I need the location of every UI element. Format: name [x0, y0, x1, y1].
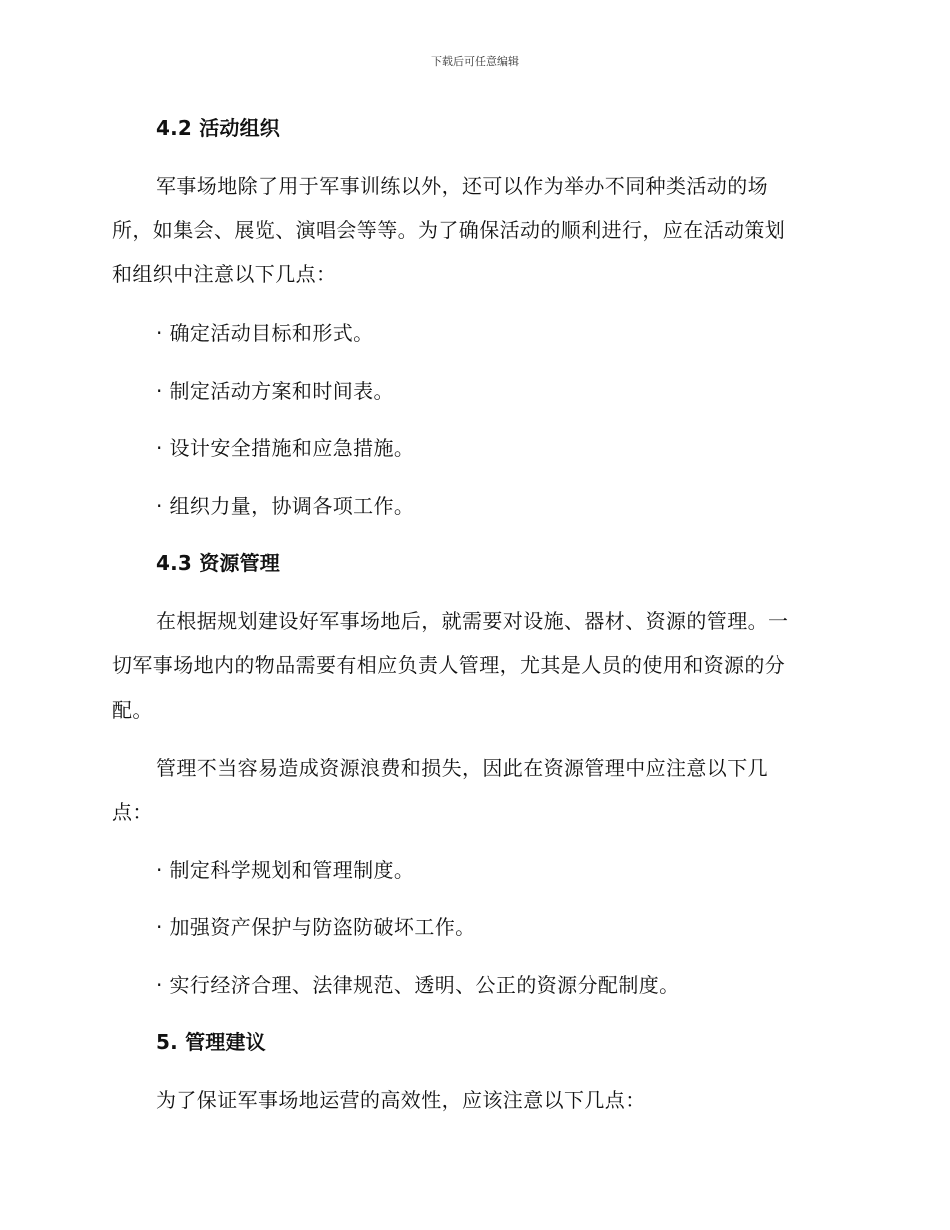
paragraph-line: 管理不当容易造成资源浪费和损失，因此在资源管理中应注意以下几: [156, 756, 768, 780]
bullet-item: · 组织力量，协调各项工作。: [156, 494, 415, 518]
bullet-item: · 确定活动目标和形式。: [156, 321, 374, 345]
paragraph-line: 在根据规划建设好军事场地后，就需要对设施、器材、资源的管理。一: [156, 609, 789, 633]
paragraph-line: 为了保证军事场地运营的高效性，应该注意以下几点：: [156, 1088, 646, 1112]
page-header-note: 下载后可任意编辑: [431, 55, 519, 68]
bullet-item: · 制定活动方案和时间表。: [156, 379, 394, 403]
bullet-item: · 制定科学规划和管理制度。: [156, 858, 415, 882]
section-heading-5: 5. 管理建议: [156, 1030, 266, 1054]
paragraph-line: 所，如集会、展览、演唱会等等。为了确保活动的顺利进行，应在活动策划: [112, 218, 786, 242]
section-heading-4-2: 4.2 活动组织: [156, 116, 280, 140]
bullet-item: · 实行经济合理、法律规范、透明、公正的资源分配制度。: [156, 973, 680, 997]
paragraph-line: 和组织中注意以下几点：: [112, 262, 337, 286]
bullet-item: · 设计安全措施和应急措施。: [156, 436, 415, 460]
section-heading-4-3: 4.3 资源管理: [156, 551, 280, 575]
bullet-item: · 加强资产保护与防盗防破坏工作。: [156, 915, 476, 939]
paragraph-line: 配。: [112, 698, 153, 722]
paragraph-line: 军事场地除了用于军事训练以外，还可以作为举办不同种类活动的场: [156, 174, 768, 198]
paragraph-line: 切军事场地内的物品需要有相应负责人管理，尤其是人员的使用和资源的分: [112, 653, 786, 677]
paragraph-line: 点：: [112, 800, 153, 824]
